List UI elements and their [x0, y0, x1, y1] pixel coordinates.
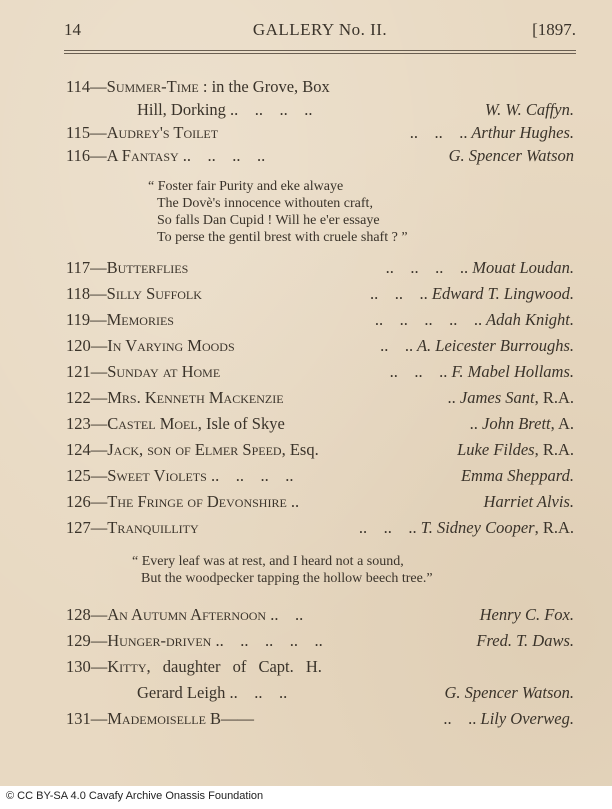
entry-artist: James Sant	[459, 388, 535, 407]
catalogue-entry-continuation	[137, 682, 574, 704]
entry-artist: Harriet Alvis.	[483, 492, 574, 511]
entry-number: 120	[66, 336, 91, 355]
entry-artist: A. Leicester Burroughs.	[416, 336, 574, 355]
entry-title-rest: , Isle of Skye	[197, 414, 285, 433]
entry-number: 124	[66, 440, 91, 459]
catalogue-entry: 117—Butterflies .. .. .. .. Mouat Loudan.	[66, 258, 574, 277]
entry-title: Mademoiselle B——	[107, 709, 255, 728]
catalogue-entry: 130—Kitty, daughter of Capt. H.	[66, 657, 322, 676]
leader-dots: .. .. ..	[370, 284, 428, 303]
entry-number: 125	[66, 466, 91, 485]
catalogue-entry: 128—An Autumn Afternoon .. .. Henry C. Fox.	[66, 605, 574, 624]
entry-title: Sunday at Home	[107, 362, 221, 381]
leader-dots: ..	[469, 414, 478, 433]
catalogue-entry: 129—Hunger-driven .. .. .. .. .. Fred. T. Daws.	[66, 631, 574, 650]
entry-number: 131	[66, 709, 91, 728]
leader-dots: .. .. ..	[229, 683, 288, 702]
artist-honour: , R.A.	[534, 388, 574, 407]
page-number: 14	[64, 20, 81, 39]
entry-title-cont: Gerard Leigh	[137, 683, 226, 702]
entry-artist: Arthur Hughes.	[471, 123, 574, 142]
header-rule-top	[64, 50, 576, 51]
entry-title: Tranquillity	[107, 518, 199, 537]
leader-dots: .. .. .. ..	[230, 100, 313, 119]
artist-honour: , A.	[550, 414, 574, 433]
leader-dots: .. .. ..	[358, 518, 417, 537]
catalogue-entry: 118—Silly Suffolk .. .. .. Edward T. Lingwood.	[66, 284, 574, 303]
catalogue-entry: 125—Sweet Violets .. .. .. .. Emma Sheppard.	[66, 466, 574, 485]
entry-number: 119	[66, 310, 91, 329]
entry-number: 116	[66, 146, 91, 165]
entry-artist: Henry C. Fox.	[479, 605, 574, 624]
catalogue-entry: 114—Summer-Time : in the Grove, Box	[66, 77, 330, 96]
entry-title-rest: , Esq.	[281, 440, 319, 459]
entry-artist: G. Spencer Watson.	[444, 683, 574, 702]
entry-artist: W. W. Caffyn.	[484, 100, 574, 119]
entry-title: Sweet Violets	[107, 466, 207, 485]
verse-line: So falls Dan Cupid ! Will he e'er essaye	[157, 213, 380, 228]
catalogue-entry: 126—The Fringe of Devonshire .. Harriet Alvis.	[66, 492, 574, 511]
catalogue-entry: 124—Jack, son of Elmer Speed, Esq. Luke Fildes, R.A.	[66, 440, 574, 459]
entry-number: 115	[66, 123, 91, 142]
entry-title: Memories	[106, 310, 174, 329]
leader-dots: .. ..	[443, 709, 477, 728]
verse-quotation	[132, 553, 433, 587]
catalogue-entry-continuation	[137, 99, 574, 121]
entry-title: Audrey's Toilet	[106, 123, 219, 142]
entry-number: 117	[66, 258, 91, 277]
verse-line: To perse the gentil brest with cruele shaft ? ”	[157, 230, 408, 245]
entry-artist: Adah Knight.	[485, 310, 574, 329]
leader-dots: .. .. .. .. ..	[374, 310, 483, 329]
entry-artist: John Brett	[482, 414, 551, 433]
entry-title: A Fantasy	[106, 146, 179, 165]
catalogue-entry: 127—Tranquillity .. .. .. T. Sidney Cooper, R.A.	[66, 518, 574, 537]
verse-line: But the woodpecker tapping the hollow beech tree.”	[141, 571, 433, 586]
entry-number: 121	[66, 362, 91, 381]
entry-number: 130	[66, 657, 91, 676]
entry-title-rest: : in the Grove, Box	[198, 77, 330, 96]
entry-number: 127	[66, 518, 91, 537]
entry-title: The Fringe of Devonshire	[107, 492, 287, 511]
entry-number: 118	[66, 284, 91, 303]
entry-number: 129	[66, 631, 91, 650]
entry-artist: Edward T. Lingwood.	[431, 284, 574, 303]
leader-dots: .. .. .. ..	[182, 146, 266, 165]
page-title: GALLERY No. II.	[252, 20, 388, 39]
entry-number: 123	[66, 414, 91, 433]
entry-title: Kitty	[107, 657, 147, 676]
copyright-credit: © CC BY-SA 4.0 Cavafy Archive Onassis Foundation	[6, 790, 264, 802]
catalogue-entry: 131—Mademoiselle B—— .. .. Lily Overweg.	[66, 709, 574, 728]
entry-title: Jack, son of Elmer Speed	[107, 440, 282, 459]
entry-title: Mrs. Kenneth Mackenzie	[107, 388, 284, 407]
entry-artist: Fred. T. Daws.	[476, 631, 574, 650]
leader-dots: ..	[447, 388, 456, 407]
running-header	[64, 20, 576, 42]
entry-title: Hunger-driven	[107, 631, 212, 650]
catalogue-entry: 116—A Fantasy .. .. .. .. G. Spencer Watson	[66, 146, 574, 165]
verse-quotation	[148, 178, 408, 246]
entry-number: 128	[66, 605, 91, 624]
artist-honour: , R.A.	[534, 440, 574, 459]
leader-dots: .. .. ..	[409, 123, 468, 142]
catalogue-entry: 120—In Varying Moods .. .. A. Leicester Burroughs.	[66, 336, 574, 355]
artist-honour: , R.A.	[534, 518, 574, 537]
entry-artist: T. Sidney Cooper	[420, 518, 535, 537]
entry-artist: Luke Fildes	[457, 440, 535, 459]
entry-title: In Varying Moods	[107, 336, 235, 355]
catalogue-entry: 115—Audrey's Toilet .. .. .. Arthur Hughes.	[66, 123, 574, 142]
verse-line: “ Every leaf was at rest, and I heard not a sound,	[132, 554, 404, 569]
leader-dots: .. ..	[380, 336, 414, 355]
catalogue-entry: 119—Memories .. .. .. .. .. Adah Knight.	[66, 310, 574, 329]
catalogue-entry: 122—Mrs. Kenneth Mackenzie .. James Sant, R.A.	[66, 388, 574, 407]
verse-line: “ Foster fair Purity and eke alwaye	[148, 179, 344, 194]
leader-dots: .. .. .. .. ..	[215, 631, 323, 650]
entry-number: 126	[66, 492, 91, 511]
entry-title: Castel Moel	[107, 414, 198, 433]
entry-artist: G. Spencer Watson	[448, 146, 574, 165]
header-rule-bottom	[64, 53, 576, 54]
entry-title-cont: Hill, Dorking	[137, 100, 226, 119]
entry-title: An Autumn Afternoon	[107, 605, 267, 624]
leader-dots: .. .. .. ..	[385, 258, 469, 277]
year-label: [1897.	[532, 20, 576, 39]
entry-artist: Mouat Loudan.	[472, 258, 574, 277]
leader-dots: ..	[290, 492, 300, 511]
entry-title: Silly Suffolk	[106, 284, 202, 303]
entry-number: 114	[66, 77, 91, 96]
entry-artist: F. Mabel Hollams.	[451, 362, 574, 381]
catalogue-entry: 121—Sunday at Home .. .. .. F. Mabel Hollams.	[66, 362, 574, 381]
entry-number: 122	[66, 388, 91, 407]
entry-title: Butterflies	[106, 258, 189, 277]
leader-dots: .. .. ..	[389, 362, 448, 381]
entry-title: Summer-Time	[106, 77, 199, 96]
verse-line: The Dovè's innocence withouten craft,	[157, 196, 373, 211]
entry-title-rest: , daughter of Capt. H.	[146, 657, 322, 676]
leader-dots: .. ..	[270, 605, 304, 624]
entry-artist: Emma Sheppard.	[460, 466, 574, 485]
catalogue-entry: 123—Castel Moel, Isle of Skye .. John Brett, A.	[66, 414, 574, 433]
leader-dots: .. .. .. ..	[210, 466, 294, 485]
entry-artist: Lily Overweg.	[480, 709, 574, 728]
